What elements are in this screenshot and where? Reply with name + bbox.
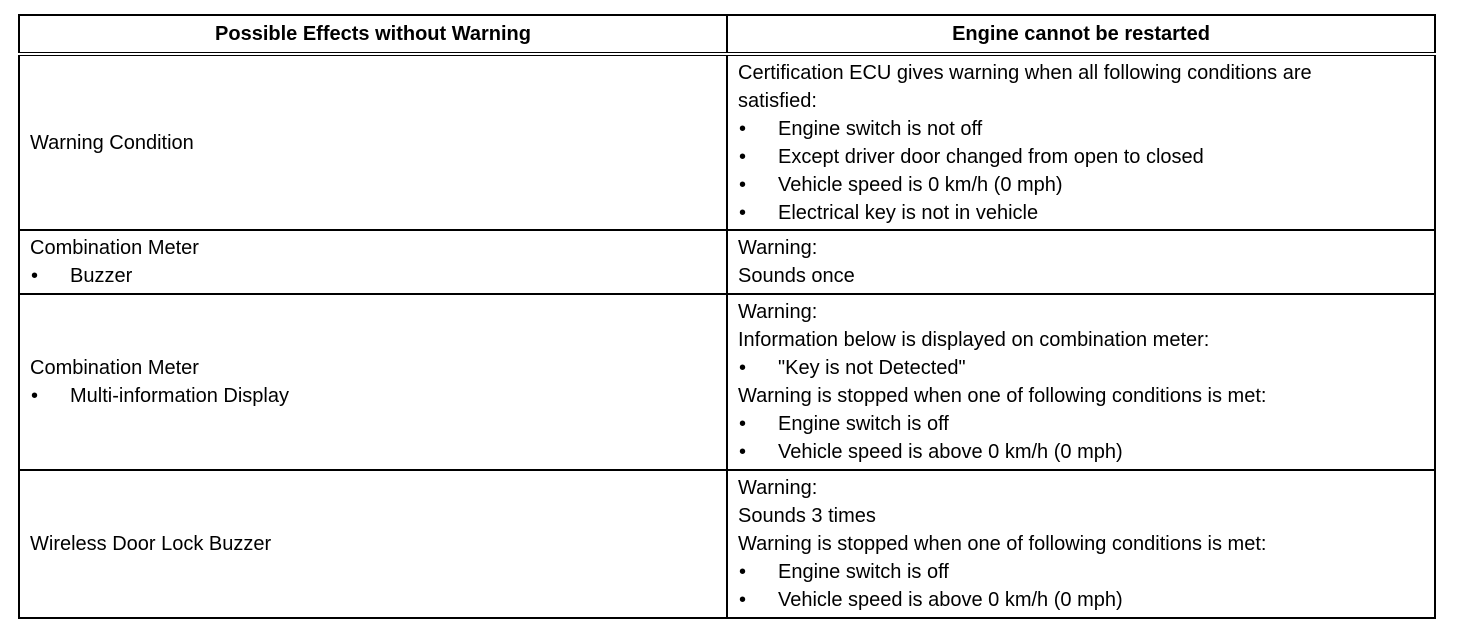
bullet-text: Multi-information Display bbox=[70, 385, 289, 407]
bullet-icon: • bbox=[31, 265, 39, 287]
table-row bbox=[19, 470, 1435, 618]
bullet-icon: • bbox=[31, 385, 39, 407]
bullet-item bbox=[738, 143, 1424, 171]
row-label: Warning Condition bbox=[30, 131, 194, 154]
table-row bbox=[19, 294, 1435, 470]
bullet-icon: • bbox=[739, 173, 747, 196]
bullet-item bbox=[738, 586, 1424, 614]
bullet-text: Electrical key is not in vehicle bbox=[778, 201, 1039, 224]
bullet-text: Buzzer bbox=[70, 265, 133, 287]
bullet-text: Vehicle speed is above 0 km/h (0 mph) bbox=[778, 441, 1123, 463]
bullet-text: Engine switch is not off bbox=[778, 117, 983, 140]
table-row bbox=[19, 54, 1435, 230]
bullet-text: "Key is not Detected" bbox=[778, 357, 966, 379]
header-possible-effects: Possible Effects without Warning bbox=[19, 15, 727, 54]
header-row bbox=[19, 15, 1435, 54]
bullet-icon: • bbox=[739, 589, 747, 611]
bullet-item bbox=[30, 262, 716, 290]
header-engine-cannot-restart: Engine cannot be restarted bbox=[727, 15, 1435, 54]
bullet-text: Engine switch is off bbox=[778, 561, 949, 583]
bullet-text: Vehicle speed is 0 km/h (0 mph) bbox=[778, 173, 1063, 196]
table-row bbox=[19, 230, 1435, 294]
bullet-text: Engine switch is off bbox=[778, 413, 949, 435]
row-label-cell bbox=[19, 294, 727, 470]
effects-table bbox=[18, 14, 1436, 619]
row-label-cell bbox=[19, 54, 727, 230]
bullet-icon: • bbox=[739, 145, 747, 168]
bullet-item bbox=[738, 438, 1424, 466]
row-label: Combination Meter bbox=[30, 237, 199, 259]
row-label-cell bbox=[19, 470, 727, 618]
bullet-icon: • bbox=[739, 561, 747, 583]
bullet-icon: • bbox=[739, 357, 747, 379]
detail-text: Information below is displayed on combination meter: bbox=[738, 329, 1210, 351]
row-label: Combination Meter bbox=[30, 357, 199, 379]
row-detail-cell bbox=[727, 54, 1435, 230]
row-detail-cell bbox=[727, 470, 1435, 618]
bullet-item bbox=[738, 354, 1424, 382]
bullet-text: Except driver door changed from open to closed bbox=[778, 145, 1204, 168]
detail-text: Warning is stopped when one of following conditions is met: bbox=[738, 533, 1267, 555]
bullet-item bbox=[738, 115, 1424, 143]
bullet-icon: • bbox=[739, 413, 747, 435]
row-detail-cell bbox=[727, 294, 1435, 470]
detail-text: Certification ECU gives warning when all following conditions are bbox=[738, 61, 1312, 84]
detail-text: satisfied: bbox=[738, 89, 817, 112]
bullet-item bbox=[738, 558, 1424, 586]
bullet-item bbox=[738, 410, 1424, 438]
bullet-icon: • bbox=[739, 117, 747, 140]
row-label: Wireless Door Lock Buzzer bbox=[30, 533, 272, 555]
row-detail-cell bbox=[727, 230, 1435, 294]
detail-text: Warning: bbox=[738, 301, 818, 323]
detail-text: Sounds 3 times bbox=[738, 505, 876, 527]
bullet-item bbox=[738, 199, 1424, 227]
row-label-cell bbox=[19, 230, 727, 294]
bullet-text: Vehicle speed is above 0 km/h (0 mph) bbox=[778, 589, 1123, 611]
bullet-icon: • bbox=[739, 441, 747, 463]
detail-text: Sounds once bbox=[738, 265, 855, 287]
bullet-icon: • bbox=[739, 201, 747, 224]
bullet-item bbox=[738, 171, 1424, 199]
bullet-item bbox=[30, 382, 716, 410]
detail-text: Warning: bbox=[738, 237, 818, 259]
detail-text: Warning is stopped when one of following conditions is met: bbox=[738, 385, 1267, 407]
detail-text: Warning: bbox=[738, 477, 818, 499]
